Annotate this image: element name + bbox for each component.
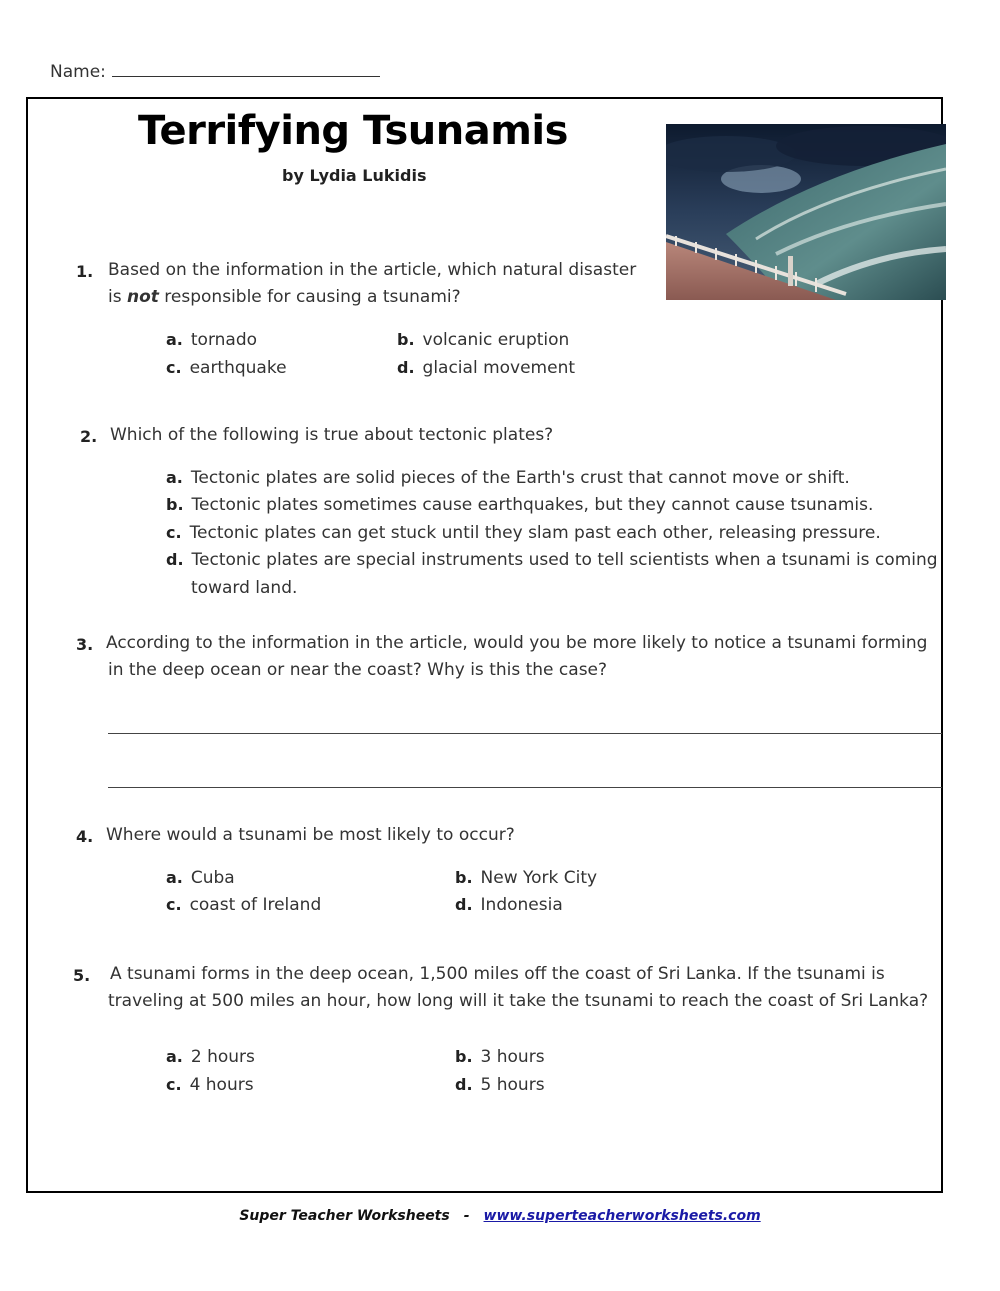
emphasis-not: not <box>126 287 159 307</box>
question-5-line1: A tsunami forms in the deep ocean, 1,500 miles off the coast of Sri Lanka. If the tsunami is <box>110 964 885 984</box>
question-3-line1: According to the information in the article, would you be more likely to notice a tsunami forming <box>106 633 928 653</box>
question-2-number: 2. <box>80 427 98 446</box>
q4-option-a[interactable]: a. Cuba <box>166 868 235 888</box>
footer-website-link[interactable]: www.superteacherworksheets.com <box>483 1208 761 1224</box>
question-3-line2: in the deep ocean or near the coast? Why is this the case? <box>108 660 608 680</box>
q2-option-a[interactable]: a. Tectonic plates are solid pieces of the Earth's crust that cannot move or shift. <box>166 468 850 488</box>
q5-option-a[interactable]: a. 2 hours <box>166 1047 255 1067</box>
q2-option-d[interactable]: d. Tectonic plates are special instruments used to tell scientists when a tsunami is coming <box>166 550 938 570</box>
q1-option-c[interactable]: c. earthquake <box>166 358 287 378</box>
question-2-text: Which of the following is true about tectonic plates? <box>110 425 554 445</box>
name-field[interactable] <box>50 62 380 82</box>
q4-option-d[interactable]: d. Indonesia <box>455 895 563 915</box>
q4-option-b[interactable]: b. New York City <box>455 868 598 888</box>
footer-publisher: Super Teacher Worksheets <box>239 1208 450 1224</box>
question-5-number: 5. <box>73 966 91 985</box>
q1-option-a[interactable]: a. tornado <box>166 330 258 350</box>
footer <box>0 1208 1000 1224</box>
question-3-text <box>106 630 927 684</box>
name-blank-line[interactable] <box>112 62 380 77</box>
question-4-number: 4. <box>76 827 94 846</box>
q5-option-d[interactable]: d. 5 hours <box>455 1075 545 1095</box>
question-1-line2: is not responsible for causing a tsunami? <box>108 287 461 307</box>
question-1-text <box>108 257 648 311</box>
q2-option-c[interactable]: c. Tectonic plates can get stuck until they slam past each other, releasing pressure. <box>166 523 881 543</box>
tsunami-photo <box>666 124 946 300</box>
name-label: Name: <box>50 62 106 82</box>
q2-option-d-continued: toward land. <box>191 578 298 598</box>
q4-option-c[interactable]: c. coast of Ireland <box>166 895 322 915</box>
question-5-line2: traveling at 500 miles an hour, how long will it take the tsunami to reach the coast of Sri Lanka? <box>108 991 929 1011</box>
question-1-line1: Based on the information in the article, which natural disaster <box>108 260 637 280</box>
question-5-text <box>110 961 928 1015</box>
q5-option-c[interactable]: c. 4 hours <box>166 1075 254 1095</box>
q1-option-d[interactable]: d. glacial movement <box>397 358 576 378</box>
question-3-number: 3. <box>76 635 94 654</box>
q1-option-b[interactable]: b. volcanic eruption <box>397 330 570 350</box>
footer-separator: - <box>463 1208 470 1224</box>
q2-option-b[interactable]: b. Tectonic plates sometimes cause earthquakes, but they cannot cause tsunamis. <box>166 495 874 515</box>
q5-option-b[interactable]: b. 3 hours <box>455 1047 545 1067</box>
answer-line-2[interactable] <box>108 787 942 788</box>
question-4-text: Where would a tsunami be most likely to occur? <box>106 825 515 845</box>
question-1-number: 1. <box>76 262 94 281</box>
answer-line-1[interactable] <box>108 733 942 734</box>
worksheet-title: Terrifying Tsunamis <box>138 108 568 154</box>
byline: by Lydia Lukidis <box>282 166 427 185</box>
